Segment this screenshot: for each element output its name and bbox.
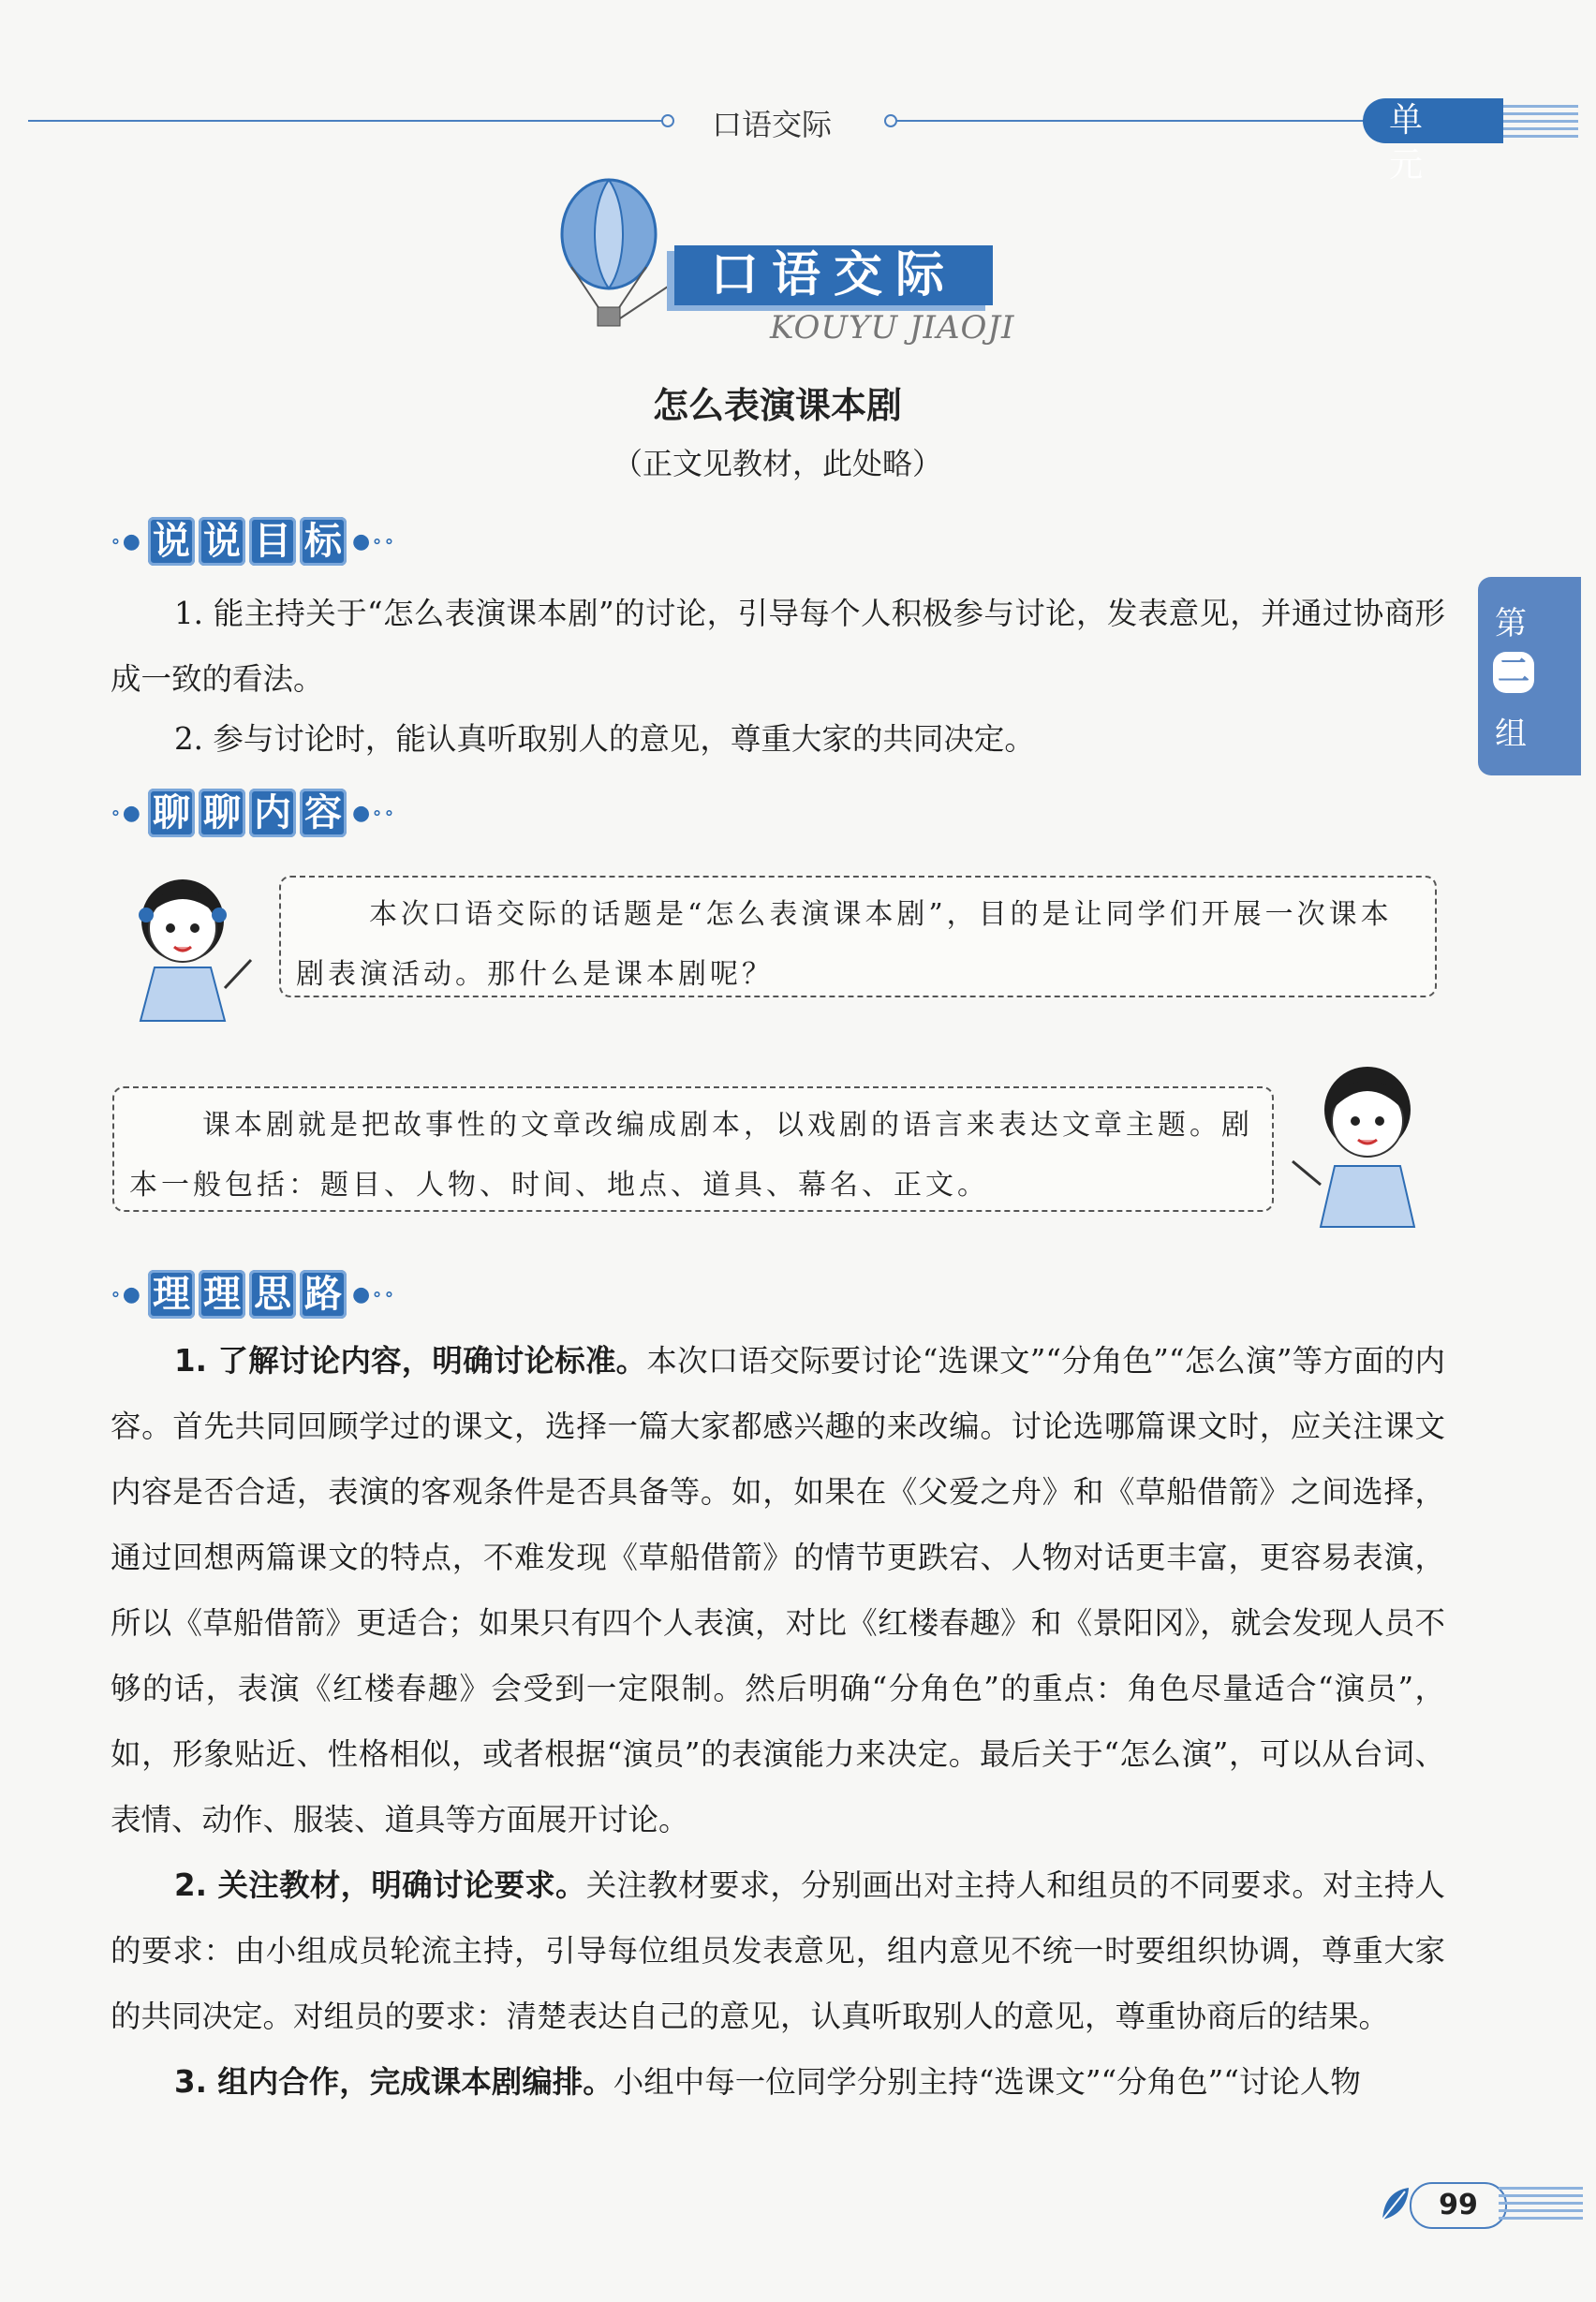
header-rule-left: [28, 120, 665, 122]
heading-dots-right: ●∘∘: [351, 1282, 396, 1306]
unit-tag: 单 元: [1363, 98, 1503, 143]
heading-char: 聊: [199, 789, 245, 837]
header-dot-right: [884, 114, 897, 127]
heading-char: 理: [148, 1270, 195, 1319]
heading-char: 聊: [148, 789, 195, 837]
boy-illustration: [1283, 1054, 1442, 1232]
heading-dots-left: ∘●: [111, 801, 142, 825]
section-heading-content: [105, 785, 402, 841]
goals-body: [111, 581, 1445, 772]
heading-dots-right: ●∘∘: [351, 801, 396, 825]
heading-char: 标: [300, 517, 347, 566]
idea-2-heading: 2. 关注教材，明确讨论要求。: [174, 1867, 586, 1903]
heading-char: 内: [249, 789, 296, 837]
goal-item-1: 1. 能主持关于“怎么表演课本剧”的讨论，引导每个人积极参与讨论，发表意见，并通过协商形成一致的看法。: [111, 596, 1445, 697]
idea-2-text: 关注教材要求，分别画出对主持人和组员的不同要求。对主持人的要求：由小组成员轮流主持，引导每位组员发表意见，组内意见不统一时要组织协调，尊重大家的共同决定。对组员的要求：清楚表达自己的意见，认真听取别人的意见，尊重协商后的结果。: [111, 1867, 1445, 2034]
leaf-icon: [1377, 2182, 1414, 2225]
lesson-title: 怎么表演课本剧: [652, 385, 902, 426]
girl-speech-bubble: [279, 876, 1437, 997]
heading-char: 说: [148, 517, 195, 566]
header-title: 口语交际: [712, 107, 833, 142]
side-tab-prefix: 第: [1495, 605, 1527, 642]
side-tab-suffix: 组: [1495, 716, 1527, 753]
boy-speech-text: 课本剧就是把故事性的文章改编成剧本，以戏剧的语言来表达文章主题。剧本一般包括：题目、人物、时间、地点、道具、幕名、正文。: [129, 1109, 1253, 1202]
heading-char: 目: [249, 517, 296, 566]
heading-char: 路: [300, 1270, 347, 1319]
idea-3-heading: 3. 组内合作，完成课本剧编排。: [174, 2064, 613, 2100]
heading-dots-right: ●∘∘: [351, 529, 396, 553]
side-tab-number: 二: [1493, 652, 1534, 693]
heading-char: 理: [199, 1270, 245, 1319]
idea-1-heading: 1. 了解讨论内容，明确讨论标准。: [174, 1343, 647, 1379]
boy-speech-bubble: [112, 1086, 1274, 1212]
idea-paragraph-2: [111, 1852, 1445, 2049]
idea-3-text: 小组中每一位同学分别主持“选课文”“分角色”“讨论人物: [613, 2064, 1361, 2100]
unit-tag-stripes: [1503, 105, 1578, 139]
idea-paragraph-3: [111, 2049, 1445, 2115]
heading-char: 思: [249, 1270, 296, 1319]
page-number: 99: [1410, 2182, 1507, 2229]
idea-paragraph-1: [111, 1328, 1445, 1852]
idea-1-text: 本次口语交际要讨论“选课文”“分角色”“怎么演”等方面的内容。首先共同回顾学过的课文，选择一篇大家都感兴趣的来改编。讨论选哪篇课文时，应关注课文内容是否合适，表演的客观条件是否具备等。如，如果在《父爱之舟》和《草船借箭》之间选择，通过回想两篇课文的特点，不难发现《草船借箭》的情节更跌宕、人物对话更丰富，更容易表演，所以《草船借箭》更适合；如果只有四个人表演，对比《红楼春趣》和《景阳冈》，就会发现人员不够的话，表演《红楼春趣》会受到一定限制。然后明确“分角色”的重点：角色尽量适合“演员”，如，形象贴近、性格相似，或者根据“演员”的表演能力来决定。最后关于“怎么演”，可以从台词、表情、动作、服装、道具等方面展开讨论。: [111, 1343, 1445, 1837]
section-heading-ideas: [105, 1266, 402, 1322]
section-heading-goals: [105, 513, 402, 569]
section-banner: 口语交际: [674, 245, 993, 305]
heading-char: 容: [300, 789, 347, 837]
lesson-note: （正文见教材，此处略）: [612, 446, 942, 481]
goal-item-2: 2. 参与讨论时，能认真听取别人的意见，尊重大家的共同决定。: [174, 721, 1035, 757]
ideas-body: [111, 1328, 1445, 2115]
group-side-tab: [1478, 577, 1581, 775]
girl-speech-text: 本次口语交际的话题是“怎么表演课本剧”，目的是让同学们开展一次课本剧表演活动。那什么是课本剧呢？: [296, 898, 1393, 991]
header-dot-left: [661, 114, 674, 127]
hot-air-balloon-icon: [553, 178, 684, 337]
banner-pinyin: KOUYU JIAOJI: [770, 309, 1015, 347]
heading-char: 说: [199, 517, 245, 566]
girl-illustration: [112, 866, 272, 1026]
heading-dots-left: ∘●: [111, 1282, 142, 1306]
header-rule-right: [897, 120, 1366, 122]
footer-stripes: [1499, 2187, 1583, 2221]
heading-dots-left: ∘●: [111, 529, 142, 553]
